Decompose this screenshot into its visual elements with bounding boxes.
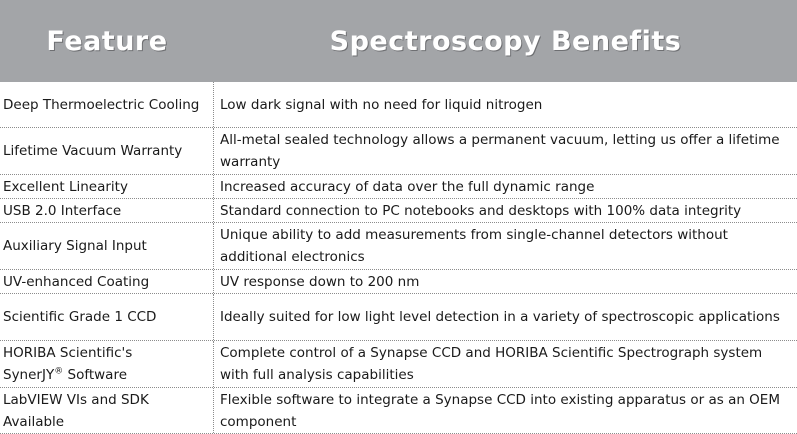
table-row (0, 340, 797, 387)
benefit-cell: Complete control of a Synapse CCD and HORIBA Scientific Spectrograph system with full analysis capabilities (220, 345, 763, 383)
registered-mark: ® (54, 366, 64, 377)
feature-cell: Excellent Linearity (0, 175, 214, 198)
benefit-cell: Flexible software to integrate a Synapse CCD into existing apparatus or as an OEM component (220, 391, 780, 430)
table-row (0, 269, 797, 293)
feature-line-1: HORIBA Scientific's (3, 345, 133, 361)
feature-cell: UV-enhanced Coating (0, 270, 214, 293)
feature-cell: Auxiliary Signal Input (0, 223, 214, 269)
table-row (0, 198, 797, 222)
feature-column-header: Feature (46, 25, 168, 57)
feature-cell (0, 341, 214, 387)
benefit-cell: All-metal sealed technology allows a permanent vacuum, letting us offer a lifetime warranty (220, 132, 780, 170)
feature-cell: Deep Thermoelectric Cooling (0, 82, 214, 127)
feature-cell: Lifetime Vacuum Warranty (0, 128, 214, 174)
table-row (0, 82, 797, 127)
benefit-cell: Low dark signal with no need for liquid nitrogen (220, 96, 543, 113)
benefit-cell: UV response down to 200 nm (220, 273, 420, 290)
table-row (0, 387, 797, 434)
table-row (0, 293, 797, 340)
feature-cell: LabVIEW VIs and SDK Available (0, 388, 214, 433)
feature-cell: Scientific Grade 1 CCD (0, 294, 214, 340)
feature-cell: USB 2.0 Interface (0, 199, 214, 222)
feature-suffix: Software (63, 367, 128, 383)
benefit-column-header: Spectroscopy Benefits (329, 25, 682, 57)
table-header (0, 0, 797, 82)
table-row (0, 174, 797, 198)
table-row (0, 127, 797, 174)
table-body (0, 82, 797, 434)
benefit-cell: Increased accuracy of data over the full dynamic range (220, 178, 595, 195)
table-row (0, 222, 797, 269)
benefit-cell: Standard connection to PC notebooks and desktops with 100% data integrity (220, 202, 742, 219)
benefit-cell: Unique ability to add measurements from single-channel detectors without additional electronics (220, 227, 728, 265)
feature-name: SynerJY (3, 367, 55, 383)
benefit-cell: Ideally suited for low light level detection in a variety of spectroscopic applications (220, 309, 780, 325)
